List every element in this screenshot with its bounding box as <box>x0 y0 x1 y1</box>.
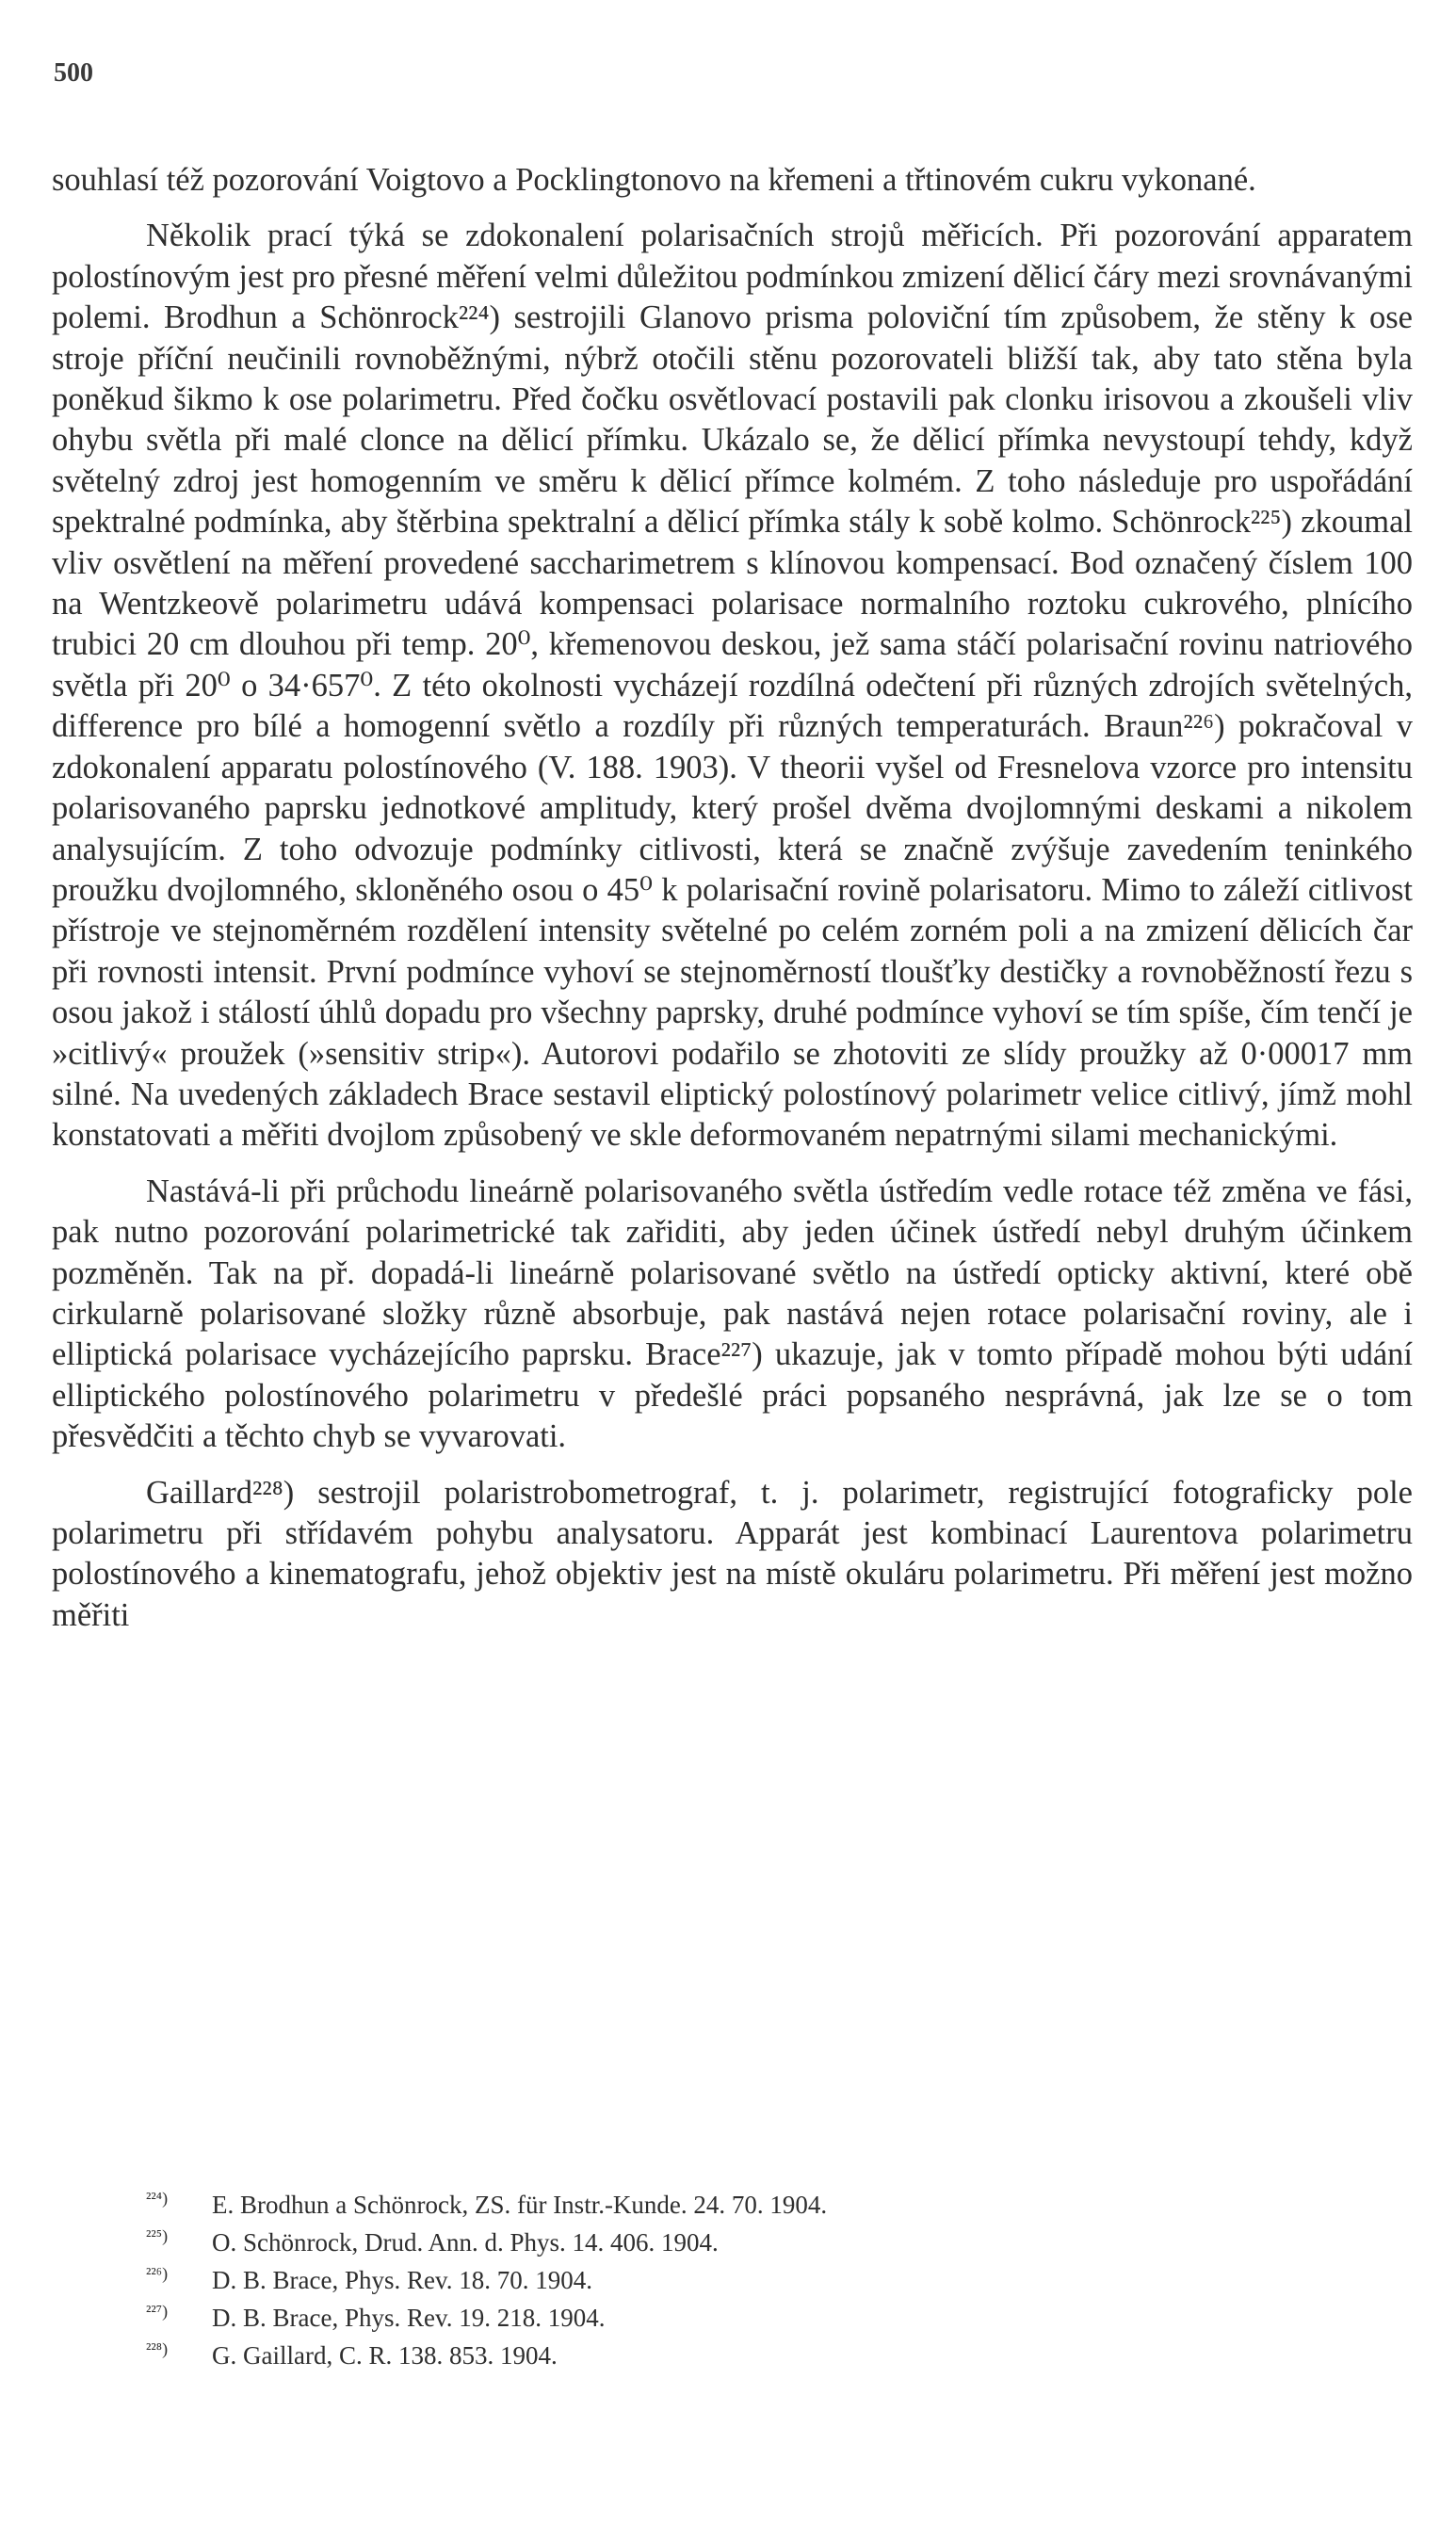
footnote-text: D. B. Brace, Phys. Rev. 19. 218. 1904. <box>212 2304 606 2332</box>
paragraph-4: Gaillard²²⁸) sestrojil polaristrobometrograf, t. j. polarimetr, registrující fotograficky pole polarimetru při střídavém pohybu analysatoru. Apparát jest kombinací Laurentova polarimetru polostínového a kinematografu, jehož objektiv jest na místě okuláru polarimetru. Při měření jest možno měřiti <box>52 1474 1413 1633</box>
paragraph-2: Několik prací týká se zdokonalení polarisačních strojů měřicích. Při pozorování apparatem polostínovým jest pro přesné měření velmi důležitou podmínkou zmizení dělicí čáry mezi srovnávanými polemi. Brodhun a Schönrock²²⁴) sestrojili Glanovo prisma poloviční tím způsobem, že stěny k ose stroje příční neučinili rovnoběžnými, nýbrž otočili stěnu pozorovateli bližší tak, aby tato stěna byla poněkud šikmo k ose polarimetru. Před čočku osvětlovací postavili pak clonku irisovou a zkoušeli vliv ohybu světla při malé clonce na dělicí přímku. Ukázalo se, že dělicí přímka nevystoupí tehdy, když světelný zdroj jest homogenním ve směru k dělicí přímce kolmém. Z toho následuje pro uspořádání spektralné podmínka, aby štěrbina spektralní a dělicí přímka stály k sobě kolmo. Schönrock²²⁵) zkoumal vliv osvětlení na měření provedené saccharimetrem s klínovou kompensací. Bod označený číslem 100 na Wentzkeově polarimetru udává kompensaci polarisace normalního roztoku cukrového, plnícího trubici 20 cm dlouhou při temp. 20⁰, křemenovou deskou, jež sama stáčí polarisační rovinu natriového světla při 20⁰ o 34·657⁰. Z této okolnosti vycházejí rozdílná odečtení při různých zdrojích světelných, difference pro bílé a homogenní světlo a rozdíly při různých temperaturách. Braun²²⁶) pokračoval v zdokonalení apparatu polostínového (V. 188. 1903). V theorii vyšel od Fresnelova vzorce pro intensitu polarisovaného paprsku jednotkové amplitudy, který prošel dvěma dvojlomnými deskami a nikolem analysujícím. Z toho odvozuje podmínky citlivosti, která se značně zvýšuje zavedením teninkého proužku dvojlomného, skloněného osou o 45⁰ k polarisační rovině polarisatoru. Mimo to záleží citlivost přístroje ve stejnoměrném rozdělení intensity světelné po celém zorném poli a na zmizení dělicích čar při rovnosti intensit. První podmínce vyhoví se stejnoměrností tloušťky destičky a rovnoběžností řezu s osou jakož i stálostí úhlů dopadu pro všechny paprsky, druhé podmínce vyhoví se tím spíše, čím tenčí je »citlivý« proužek (»sensitiv strip«). Autorovi podařilo se zhotoviti ze slídy proužky až 0·00017 mm silné. Na uvedených základech Brace sestavil eliptický polostínový polarimetr velice citlivý, jímž mohl konstatovati a měřiti dvojlom způsobený ve skle deformovaném nepatrnými silami mechanickými. <box>52 218 1413 1154</box>
footnote-text: E. Brodhun a Schönrock, ZS. für Instr.-Kunde. 24. 70. 1904. <box>212 2191 828 2219</box>
paragraph-1: souhlasí též pozorování Voigtovo a Pocklingtonovo na křemeni a třtinovém cukru vykonané. <box>52 162 1256 198</box>
footnote-text: D. B. Brace, Phys. Rev. 18. 70. 1904. <box>212 2266 592 2294</box>
footnote-mark: ²²⁵) <box>146 2226 169 2245</box>
footnote-mark: ²²⁴) <box>146 2189 169 2208</box>
footnote <box>146 2258 1370 2296</box>
footnote-text: O. Schönrock, Drud. Ann. d. Phys. 14. 406. 1904. <box>212 2228 719 2257</box>
paragraph-3: Nastává-li při průchodu lineárně polarisovaného světla ústředím vedle rotace též změna ve fási, pak nutno pozorování polarimetrické tak zařiditi, aby jeden účinek ústředí nebyl druhým účinkem pozměněn. Tak na př. dopadá-li lineárně polarisované světlo na ústředí opticky aktivní, které obě cirkularně polarisované složky různě absorbuje, pak nastává nejen rotace polarisační roviny, ale i elliptická polarisace vycházejícího paprsku. Brace²²⁷) ukazuje, jak v tomto případě mohou býti udání elliptického polostínového polarimetru v předešlé práci popsaného nesprávná, jak lze se o tom přesvědčiti a těchto chyb se vyvarovati. <box>52 1173 1413 1455</box>
footnote <box>146 2296 1370 2334</box>
footnotes <box>146 2183 1370 2371</box>
footnote-mark: ²²⁷) <box>146 2302 169 2321</box>
body-text <box>52 160 1413 1651</box>
footnote-mark: ²²⁶) <box>146 2264 169 2283</box>
footnote <box>146 2183 1370 2221</box>
footnote-mark: ²²⁸) <box>146 2339 169 2358</box>
footnote <box>146 2334 1370 2371</box>
footnote <box>146 2221 1370 2258</box>
footnote-text: G. Gaillard, C. R. 138. 853. 1904. <box>212 2341 558 2370</box>
page-number: 500 <box>54 58 93 88</box>
